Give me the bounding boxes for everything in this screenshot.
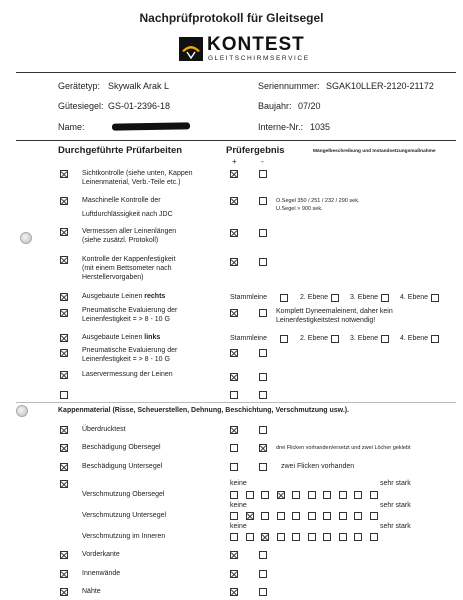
name-redacted	[112, 122, 190, 130]
guetesiegel-label: Gütesiegel:	[58, 101, 104, 111]
result-plus-checkbox[interactable]	[230, 258, 238, 266]
scale-checkbox[interactable]	[246, 491, 254, 499]
stammleine-label: Stammleine	[230, 335, 267, 342]
row-checkbox[interactable]	[60, 309, 68, 317]
result-plus-checkbox[interactable]	[230, 588, 238, 596]
scale-checkbox[interactable]	[230, 533, 238, 541]
scale-checkbox[interactable]	[354, 533, 362, 541]
result-plus-checkbox[interactable]	[230, 373, 238, 381]
scale-max-label: sehr stark	[380, 502, 411, 509]
seriennummer-label: Seriennummer:	[258, 81, 320, 91]
scale-checkbox[interactable]	[277, 512, 285, 520]
row-checkbox[interactable]	[60, 391, 68, 399]
row-label: Ausgebaute Leinen rechts	[82, 293, 166, 300]
row-label: (mit einem Bettsometer nach	[82, 265, 172, 272]
divider	[16, 140, 456, 141]
scale-max-label: sehr stark	[380, 523, 411, 530]
row-label: Verschmutzung Untersegel	[82, 512, 167, 519]
row-label: Überdrucktest	[82, 426, 126, 433]
ebene3-label: 3. Ebene	[350, 294, 379, 301]
plus-header: +	[232, 157, 237, 166]
scale-checkbox[interactable]	[277, 533, 285, 541]
row-label: Laservermessung der Leinen	[82, 371, 173, 378]
ebene4-checkbox[interactable]	[431, 294, 439, 302]
logo-text: KONTEST	[207, 34, 305, 55]
baujahr-label: Baujahr:	[258, 101, 292, 111]
interne-nr-value: 1035	[310, 122, 331, 132]
section-title-kappenmaterial: Kappenmaterial (Risse, Scheuerstellen, Dehnung, Beschichtung, Verschmutzung usw.).	[58, 407, 350, 414]
row-label: Kontrolle der Kappenfestigkeit	[82, 256, 176, 263]
row-checkbox[interactable]	[60, 371, 68, 379]
scale-checkbox[interactable]	[323, 491, 331, 499]
row-label: Leinenmaterial, Verb.-Teile etc.)	[82, 179, 181, 186]
result-minus-checkbox[interactable]	[259, 373, 267, 381]
result-minus-checkbox[interactable]	[259, 444, 267, 452]
scale-checkbox[interactable]	[308, 512, 316, 520]
section-title-pruefergebnis: Prüfergebnis	[226, 145, 285, 156]
row-label: Verschmutzung Obersegel	[82, 491, 165, 498]
row-label: Ausgebaute Leinen links	[82, 334, 161, 341]
row-checkbox[interactable]	[60, 334, 68, 342]
section-title-pruefarbeiten: Durchgeführte Prüfarbeiten	[58, 145, 183, 156]
result-minus-checkbox[interactable]	[259, 197, 267, 205]
row-checkbox[interactable]	[60, 551, 68, 559]
row-label: Luftdurchlässigkeit nach JDC	[82, 211, 173, 218]
scale-checkbox[interactable]	[339, 491, 347, 499]
seriennummer-value: SGAK10LLER-2120-21172	[326, 81, 434, 91]
scale-checkbox[interactable]	[277, 491, 285, 499]
result-plus-checkbox[interactable]	[230, 570, 238, 578]
result-plus-checkbox[interactable]	[230, 551, 238, 559]
row-checkbox[interactable]	[60, 463, 68, 471]
divider	[16, 72, 456, 73]
scale-checkbox[interactable]	[230, 491, 238, 499]
result-minus-checkbox[interactable]	[259, 349, 267, 357]
result-minus-checkbox[interactable]	[259, 229, 267, 237]
ebene3-checkbox[interactable]	[381, 335, 389, 343]
result-plus-checkbox[interactable]	[230, 309, 238, 317]
ebene4-checkbox[interactable]	[431, 335, 439, 343]
ebene2-checkbox[interactable]	[331, 335, 339, 343]
result-minus-checkbox[interactable]	[259, 570, 267, 578]
ebene3-checkbox[interactable]	[381, 294, 389, 302]
page-title: Nachprüfprotokoll für Gleitsegel	[139, 11, 324, 25]
scale-checkbox[interactable]	[354, 491, 362, 499]
scale-checkbox[interactable]	[261, 491, 269, 499]
row-checkbox[interactable]	[60, 349, 68, 357]
row-label: Nähte	[82, 588, 101, 595]
result-minus-checkbox[interactable]	[259, 391, 267, 399]
guetesiegel-value: GS-01-2396-18	[108, 101, 171, 111]
row-label: Maschinelle Kontrolle der	[82, 197, 161, 204]
row-checkbox[interactable]	[60, 426, 68, 434]
row-checkbox[interactable]	[60, 588, 68, 596]
row-checkbox[interactable]	[60, 480, 68, 488]
interne-nr-label: Interne-Nr.:	[258, 122, 304, 132]
scale-checkbox[interactable]	[370, 512, 378, 520]
scale-checkbox[interactable]	[370, 533, 378, 541]
scale-min-label: keine	[230, 502, 247, 509]
result-minus-checkbox[interactable]	[259, 170, 267, 178]
logo-icon	[178, 36, 204, 62]
row-label: Innenwände	[82, 570, 121, 577]
scale-checkbox[interactable]	[354, 512, 362, 520]
result-plus-checkbox[interactable]	[230, 349, 238, 357]
result-plus-checkbox[interactable]	[230, 444, 238, 452]
scale-checkbox[interactable]	[292, 533, 300, 541]
ebene4-label: 4. Ebene	[400, 294, 429, 301]
scale-checkbox[interactable]	[339, 512, 347, 520]
punch-hole-bottom	[16, 405, 28, 417]
row-checkbox[interactable]	[60, 570, 68, 578]
row-label: (siehe zusätzl. Protokoll)	[82, 237, 159, 244]
scale-checkbox[interactable]	[246, 533, 254, 541]
result-plus-checkbox[interactable]	[230, 463, 238, 471]
scale-min-label: keine	[230, 480, 247, 487]
scale-checkbox[interactable]	[230, 512, 238, 520]
logo-subtitle: GLEITSCHIRMSERVICE	[208, 55, 310, 62]
result-minus-checkbox[interactable]	[259, 588, 267, 596]
note-text: O.Segel 350 / 251 / 232 / 290 sek.	[276, 198, 360, 204]
row-label: Vermessen aller Leinenlängen	[82, 228, 177, 235]
geraetetyp-value: Skywalk Arak L	[108, 81, 170, 91]
row-label: Pneumatische Evaluierung der	[82, 347, 178, 354]
scale-checkbox[interactable]	[370, 491, 378, 499]
ebene2-label: 2. Ebene	[300, 335, 329, 342]
note-text: Komplett Dyneemaleinent, daher kein	[276, 308, 393, 315]
row-label: Herstellervorgaben)	[82, 274, 144, 281]
note-text: zwei Flicken vorhanden	[281, 463, 355, 470]
stammleine-label: Stammleine	[230, 294, 267, 301]
row-checkbox[interactable]	[60, 444, 68, 452]
result-plus-checkbox[interactable]	[230, 391, 238, 399]
note-text: Leinenfestigkeitstest notwendig!	[276, 317, 376, 324]
scale-checkbox[interactable]	[323, 512, 331, 520]
result-plus-checkbox[interactable]	[230, 229, 238, 237]
note-text: U.Segel > 900 sek.	[276, 206, 323, 212]
row-label: Beschädigung Untersegel	[82, 463, 163, 470]
baujahr-value: 07/20	[298, 101, 321, 111]
ebene3-label: 3. Ebene	[350, 335, 379, 342]
scale-checkbox[interactable]	[261, 512, 269, 520]
scale-checkbox[interactable]	[292, 512, 300, 520]
row-checkbox[interactable]	[60, 293, 68, 301]
row-checkbox[interactable]	[60, 228, 68, 236]
row-label: Pneumatische Evaluierung der	[82, 307, 178, 314]
stammleine-checkbox[interactable]	[280, 335, 288, 343]
note-text: drei Flicken vorhanden/ersetzt und zwei Löcher geklebt	[276, 445, 411, 451]
scale-max-label: sehr stark	[380, 480, 411, 487]
row-label: Sichtkontrolle (siehe unten, Kappen	[82, 170, 193, 177]
row-label: Verschmutzung im Inneren	[82, 533, 166, 540]
row-label: Beschädigung Obersegel	[82, 444, 161, 451]
row-label: Vorderkante	[82, 551, 120, 558]
notes-header: Mängelbeschreibung und Instandsetzungsmaßnahme	[313, 149, 436, 154]
minus-header: -	[261, 157, 264, 166]
scale-checkbox[interactable]	[323, 533, 331, 541]
divider	[16, 402, 456, 403]
stammleine-checkbox[interactable]	[280, 294, 288, 302]
result-minus-checkbox[interactable]	[259, 258, 267, 266]
result-plus-checkbox[interactable]	[230, 170, 238, 178]
row-checkbox[interactable]	[60, 170, 68, 178]
result-minus-checkbox[interactable]	[259, 551, 267, 559]
scale-checkbox[interactable]	[308, 491, 316, 499]
ebene2-checkbox[interactable]	[331, 294, 339, 302]
scale-min-label: keine	[230, 523, 247, 530]
row-label: Leinenfestigkeit = > 8 - 10 G	[82, 356, 170, 363]
scale-checkbox[interactable]	[261, 533, 269, 541]
scale-checkbox[interactable]	[339, 533, 347, 541]
row-checkbox[interactable]	[60, 197, 68, 205]
ebene2-label: 2. Ebene	[300, 294, 329, 301]
result-minus-checkbox[interactable]	[259, 309, 267, 317]
scale-checkbox[interactable]	[292, 491, 300, 499]
name-label: Name:	[58, 122, 85, 132]
result-minus-checkbox[interactable]	[259, 463, 267, 471]
row-checkbox[interactable]	[60, 256, 68, 264]
scale-checkbox[interactable]	[308, 533, 316, 541]
punch-hole-top	[20, 232, 32, 244]
kontest-logo	[178, 34, 338, 64]
geraetetyp-label: Gerätetyp:	[58, 81, 101, 91]
row-label: Leinenfestigkeit = > 8 - 10 G	[82, 316, 170, 323]
scale-checkbox[interactable]	[246, 512, 254, 520]
result-plus-checkbox[interactable]	[230, 197, 238, 205]
ebene4-label: 4. Ebene	[400, 335, 429, 342]
result-plus-checkbox[interactable]	[230, 426, 238, 434]
result-minus-checkbox[interactable]	[259, 426, 267, 434]
